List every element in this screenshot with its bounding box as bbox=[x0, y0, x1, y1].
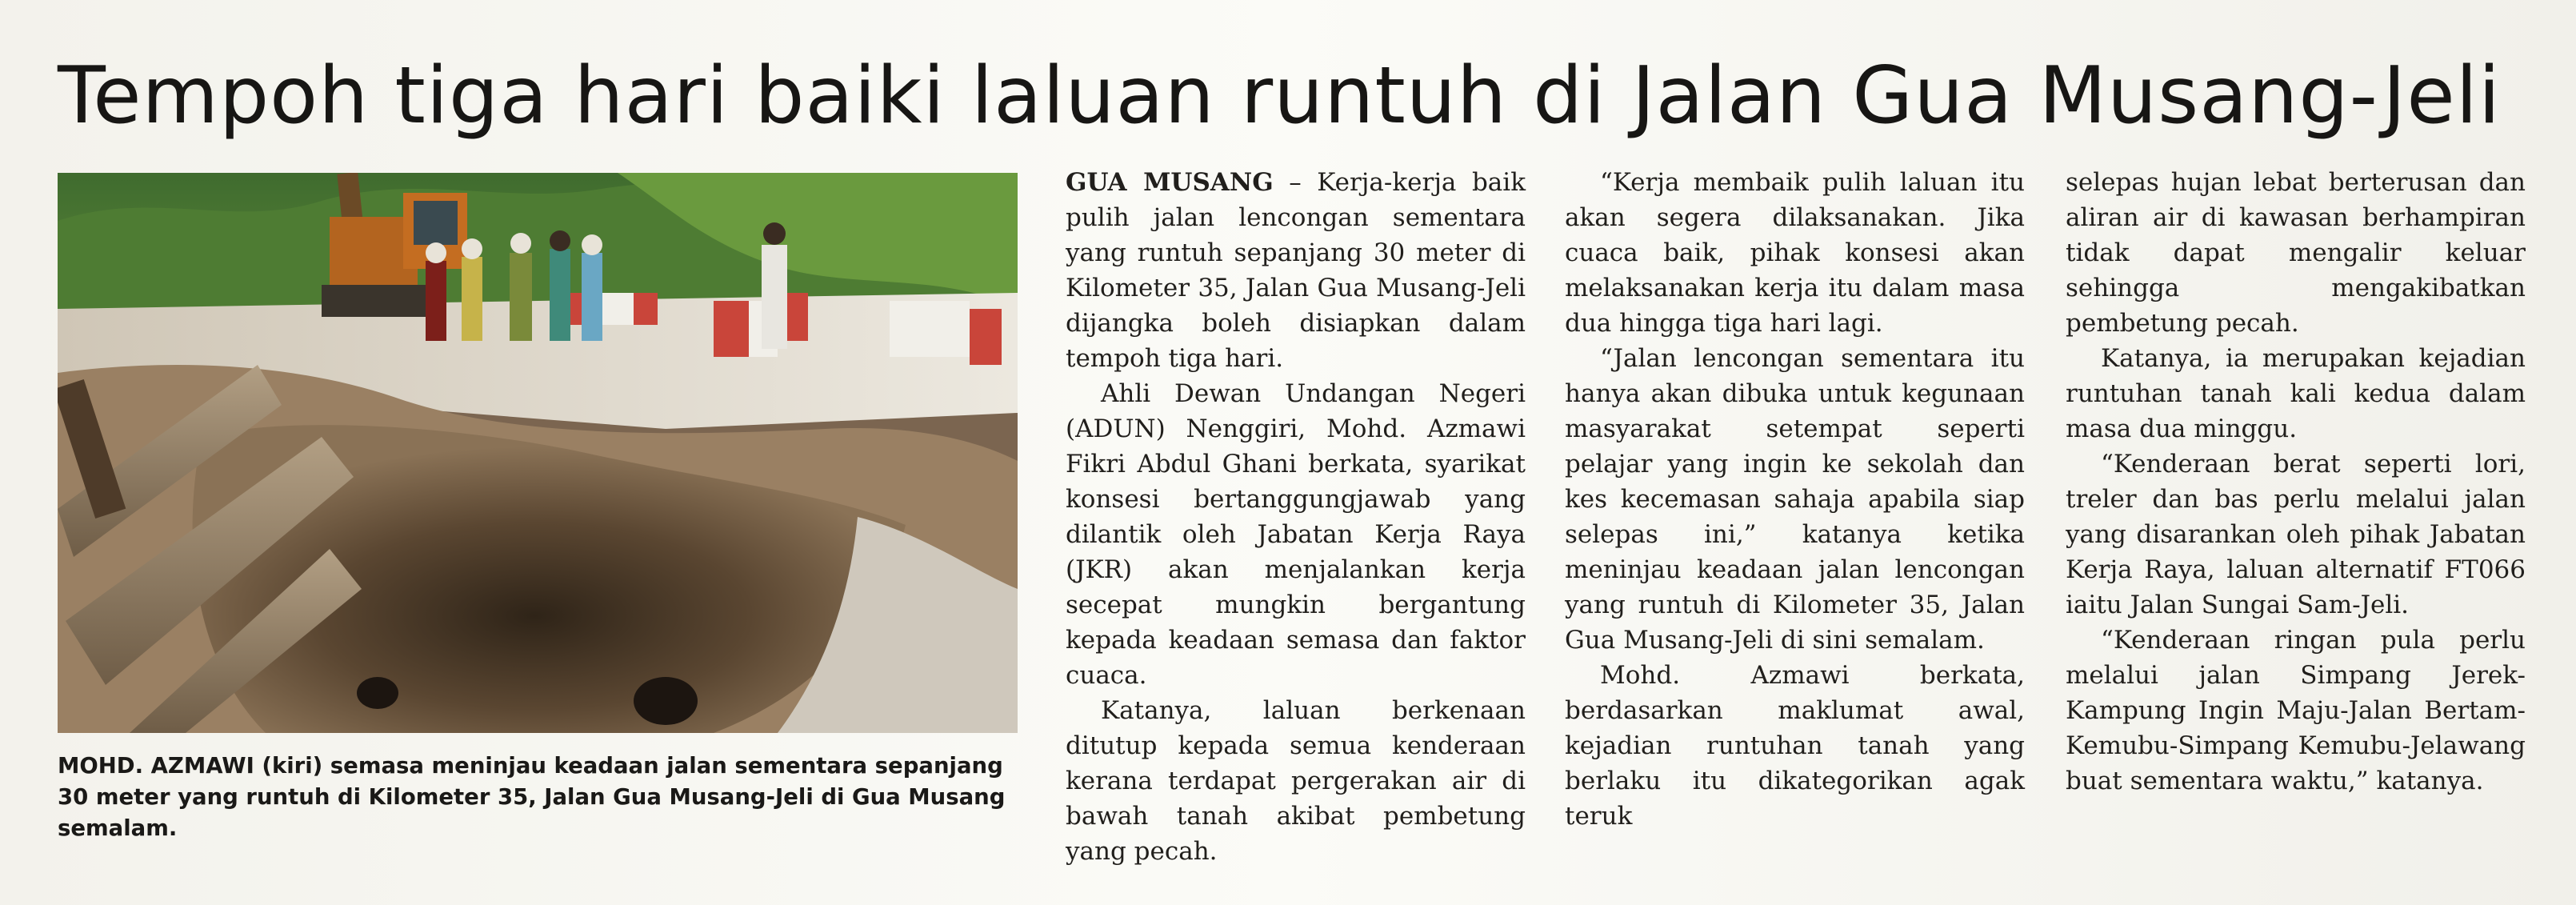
paragraph: “Kenderaan berat seperti lori, treler dan bas perlu melalui jalan yang disarankan oleh pihak Jabatan Kerja Raya, laluan alternatif FT066 iaitu Jalan Sungai Sam-Jeli. bbox=[2066, 450, 2526, 619]
article-column-3 bbox=[2066, 165, 2526, 861]
landslide-photo bbox=[58, 173, 1018, 733]
paragraph: “Kerja membaik pulih laluan itu akan segera dilaksanakan. Jika cuaca baik, pihak konsesi akan melaksanakan kerja itu dalam masa dua hingga tiga hari lagi. bbox=[1565, 168, 2025, 338]
paragraph: Katanya, laluan berkenaan ditutup kepada semua kenderaan kerana terdapat pergerakan air di bawah tanah akibat pembetung yang pecah. bbox=[1066, 696, 1526, 866]
paragraph: Ahli Dewan Undangan Negeri (ADUN) Nenggiri, Mohd. Azmawi Fikri Abdul Ghani berkata, syarikat konsesi bertanggungjawab yang dilantik oleh Jabatan Kerja Raya (JKR) akan menjalankan kerja secepat mungkin bergantung kepada keadaan semasa dan faktor cuaca. bbox=[1066, 379, 1526, 690]
paragraph: Mohd. Azmawi berkata, berdasarkan maklumat awal, kejadian runtuhan tanah yang berlaku itu dikategorikan agak teruk bbox=[1565, 661, 2025, 831]
lead-paragraph bbox=[1066, 165, 1526, 376]
lead-text: – Kerja-kerja baik pulih jalan lencongan sementara yang runtuh sepanjang 30 meter di Kilometer 35, Jalan Gua Musang-Jeli dijangka boleh disiapkan dalam tempoh tiga hari. bbox=[1066, 168, 1526, 373]
article-column-1 bbox=[1066, 165, 1526, 866]
paragraph: “Kenderaan ringan pula perlu melalui jalan Simpang Jerek-Kampung Ingin Maju-Jalan Bertam-Kemubu-Simpang Kemubu-Jelawang buat sementara waktu,” katanya. bbox=[2066, 626, 2526, 795]
article-column-2 bbox=[1565, 165, 2025, 861]
photo-caption: MOHD. AZMAWI (kiri) semasa meninjau keadaan jalan sementara sepanjang 30 meter yang runtuh di Kilometer 35, Jalan Gua Musang-Jeli di Gua Musang semalam. bbox=[58, 753, 1006, 841]
paragraph: Katanya, ia merupakan kejadian runtuhan tanah kali kedua dalam masa dua minggu. bbox=[2066, 344, 2526, 443]
dateline: GUA MUSANG bbox=[1066, 168, 1274, 197]
headline: Tempoh tiga hari baiki laluan runtuh di Jalan Gua Musang-Jeli bbox=[58, 50, 2502, 142]
paragraph: “Jalan lencongan sementara itu hanya akan dibuka untuk kegunaan masyarakat setempat seperti pelajar yang ingin ke sekolah dan kes kecemasan sahaja apabila siap selepas ini,” katanya ketika meninjau keadaan jalan lencongan yang runtuh di Kilometer 35, Jalan Gua Musang-Jeli di sini semalam. bbox=[1565, 344, 2025, 655]
paragraph: selepas hujan lebat berterusan dan aliran air di kawasan berhampiran tidak dapat mengalir keluar sehingga mengakibatkan pembetung pecah. bbox=[2066, 168, 2526, 338]
